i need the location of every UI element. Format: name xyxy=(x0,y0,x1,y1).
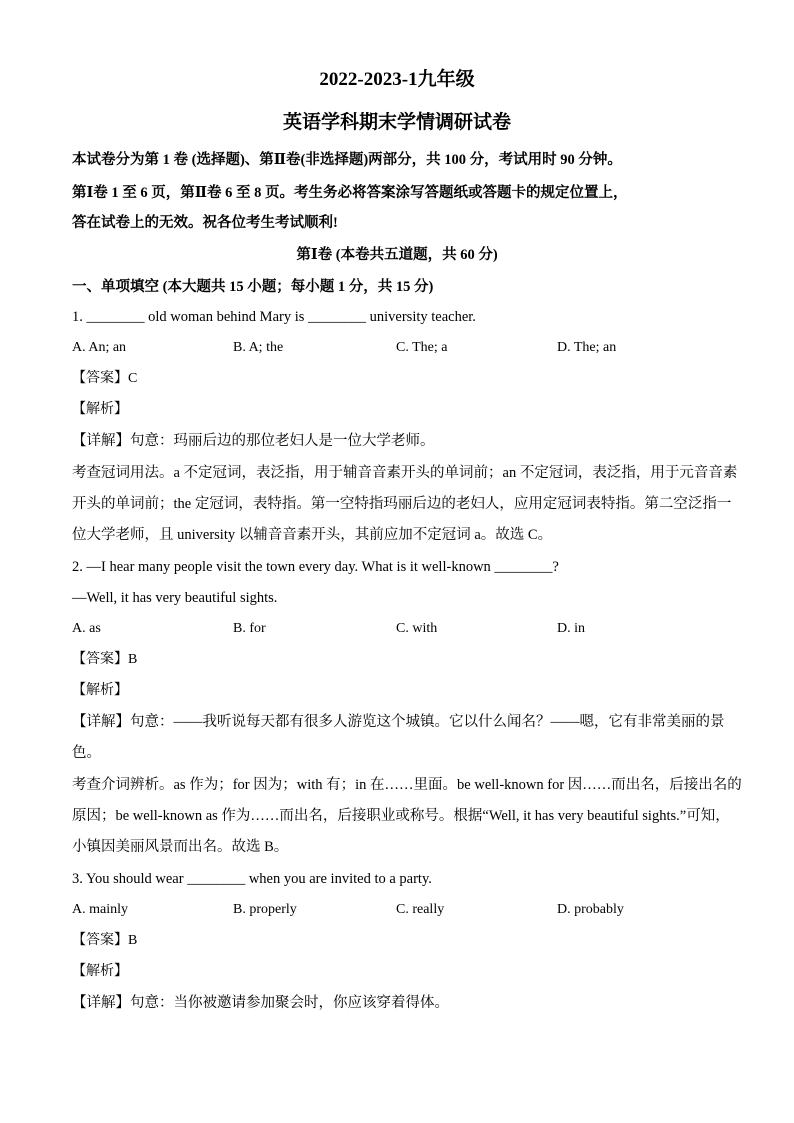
question-3-stem: 3. You should wear ________ when you are invited to a party. xyxy=(72,871,432,887)
exam-title-line1: 2022-2023-1九年级 xyxy=(319,69,475,90)
question-1-detail-1: 【详解】句意：玛丽后边的那位老妇人是一位大学老师。 xyxy=(72,433,435,449)
question-2-stem-reply: —Well, it has very beautiful sights. xyxy=(72,590,278,606)
intro-line-2: 第Ⅰ卷 1 至 6 页，第Ⅱ卷 6 至 8 页。考生务必将答案涂写答题纸或答题卡的规定位置上， xyxy=(72,185,628,201)
question-1-option-c: C. The; a xyxy=(396,340,448,355)
question-3-option-a: A. mainly xyxy=(72,902,128,917)
question-1-stem: 1. ________ old woman behind Mary is ________ university teacher. xyxy=(72,309,476,325)
exam-title-line2: 英语学科期末学情调研试卷 xyxy=(282,112,511,133)
question-2-stem: 2. —I hear many people visit the town every day. What is it well-known ________? xyxy=(72,559,559,575)
question-1-detail-4: 位大学老师，且 university 以辅音音素开头，其前应加不定冠词 a。故选 C。 xyxy=(72,527,553,543)
question-3-detail-1: 【详解】句意：当你被邀请参加聚会时，你应该穿着得体。 xyxy=(72,995,449,1011)
question-3-analysis-label: 【解析】 xyxy=(72,964,128,979)
question-2-option-b: B. for xyxy=(233,621,266,636)
question-2-answer: 【答案】B xyxy=(72,652,138,667)
question-3-option-c: C. really xyxy=(396,902,445,917)
part-title: 一、单项填空 (本大题共 15 小题；每小题 1 分，共 15 分) xyxy=(72,279,434,295)
question-1-option-a: A. An; an xyxy=(72,340,127,355)
question-2-analysis-label: 【解析】 xyxy=(72,683,128,698)
question-3-answer: 【答案】B xyxy=(72,933,138,948)
question-2-detail-4: 原因；be well-known as 作为……而出名，后接职业或称号。根据“Well, it has very beautiful sights.”可知， xyxy=(72,808,730,824)
question-1-detail-2: 考查冠词用法。a 不定冠词，表泛指，用于辅音音素开头的单词前；an 不定冠词，表泛指，用于元音音素 xyxy=(72,465,738,481)
question-2-detail-5: 小镇因美丽风景而出名。故选 B。 xyxy=(72,839,289,855)
question-1-detail-3: 开头的单词前；the 定冠词，表特指。第一空特指玛丽后边的老妇人，应用定冠词表特指。第二空泛指一 xyxy=(72,496,732,512)
question-2-detail-1: 【详解】句意：——我听说每天都有很多人游览这个城镇。它以什么闻名？——嗯，它有非常美丽的景 xyxy=(72,714,725,730)
question-1-option-d: D. The; an xyxy=(557,340,617,355)
question-3-option-b: B. properly xyxy=(233,902,297,917)
volume-title: 第Ⅰ卷 (本卷共五道题，共 60 分) xyxy=(296,247,498,263)
question-2-detail-2: 色。 xyxy=(72,745,101,761)
question-2-detail-3: 考查介词辨析。as 作为；for 因为；with 有；in 在……里面。be well-known for 因……而出名，后接出名的 xyxy=(72,777,742,793)
intro-line-3: 答在试卷上的无效。祝各位考生考试顺利! xyxy=(72,215,338,231)
question-2-option-d: D. in xyxy=(557,621,585,636)
question-1-answer: 【答案】C xyxy=(72,371,138,386)
question-2-option-a: A. as xyxy=(72,621,101,636)
question-2-option-c: C. with xyxy=(396,621,438,636)
intro-line-1: 本试卷分为第 1 卷 (选择题)、第Ⅱ卷(非选择题)两部分，共 100 分，考试用时 90 分钟。 xyxy=(72,152,622,168)
question-1-option-b: B. A; the xyxy=(233,340,284,355)
question-1-analysis-label: 【解析】 xyxy=(72,402,128,417)
question-3-option-d: D. probably xyxy=(557,902,624,917)
